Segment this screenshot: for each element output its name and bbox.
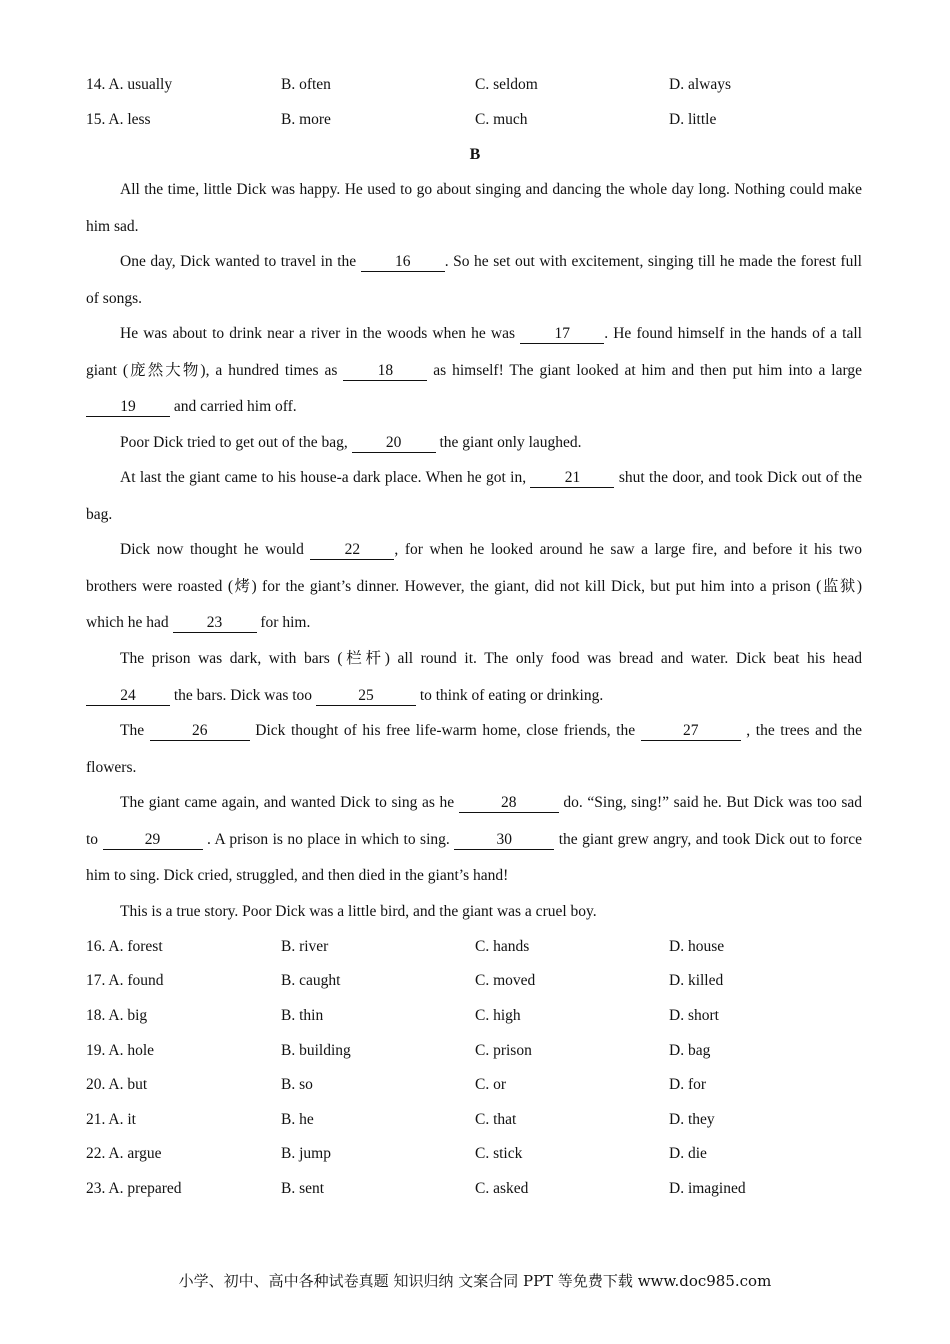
question-row-21 xyxy=(86,1111,866,1133)
option-a: 22. A. argue xyxy=(86,1145,162,1162)
blank-22[interactable]: 22 xyxy=(310,541,394,560)
option-d: D. they xyxy=(669,1111,715,1128)
option-c: C. seldom xyxy=(475,76,538,93)
option-d: D. imagined xyxy=(669,1180,746,1197)
option-a: 21. A. it xyxy=(86,1111,136,1128)
option-b: B. he xyxy=(281,1111,314,1128)
option-d: D. killed xyxy=(669,972,724,989)
option-d: D. little xyxy=(669,111,717,128)
question-row-17 xyxy=(86,972,866,994)
option-b: B. jump xyxy=(281,1145,331,1162)
blank-20[interactable]: 20 xyxy=(352,434,436,453)
blank-21[interactable]: 21 xyxy=(530,469,614,488)
option-a: 18. A. big xyxy=(86,1007,148,1024)
option-c: C. moved xyxy=(475,972,536,989)
question-row-16 xyxy=(86,938,866,960)
option-b: B. more xyxy=(281,111,331,128)
blank-30[interactable]: 30 xyxy=(454,831,554,850)
option-c: C. or xyxy=(475,1076,506,1093)
blank-25[interactable]: 25 xyxy=(316,687,416,706)
paragraph-10: This is a true story. Poor Dick was a little bird, and the giant was a cruel boy. xyxy=(120,903,597,920)
blank-27[interactable]: 27 xyxy=(641,722,741,741)
page-footer: 小学、初中、高中各种试卷真题 知识归纳 文案合同 PPT 等免费下载 www.doc985.com xyxy=(178,1272,772,1290)
option-a: 17. A. found xyxy=(86,972,164,989)
paragraph-8: The 26 Dick thought of his free life-warm home, close friends, the 27 , the trees and the flowers. xyxy=(86,722,863,776)
option-a: 16. A. forest xyxy=(86,938,163,955)
question-row-22 xyxy=(86,1145,866,1167)
option-c: C. much xyxy=(475,111,528,128)
paragraph-1: All the time, little Dick was happy. He used to go about singing and dancing the whole day long. Nothing could make him sad. xyxy=(86,181,862,235)
option-c: C. hands xyxy=(475,938,530,955)
option-a: 23. A. prepared xyxy=(86,1180,182,1197)
option-b: B. so xyxy=(281,1076,313,1093)
paragraph-5: At last the giant came to his house-a dark place. When he got in, 21 shut the door, and took Dick out of the bag. xyxy=(86,469,862,523)
blank-23[interactable]: 23 xyxy=(173,614,257,633)
option-d: D. bag xyxy=(669,1042,711,1059)
question-row-19 xyxy=(86,1042,866,1064)
option-b: B. river xyxy=(281,938,329,955)
option-d: D. short xyxy=(669,1007,719,1024)
option-b: B. caught xyxy=(281,972,341,989)
question-row-23 xyxy=(86,1180,866,1202)
option-c: C. stick xyxy=(475,1145,523,1162)
question-row-14 xyxy=(86,76,866,98)
blank-16[interactable]: 16 xyxy=(361,253,445,272)
question-row-20 xyxy=(86,1076,866,1098)
paragraph-2: One day, Dick wanted to travel in the 16 . So he set out with excitement, singing till he made the forest full of songs. xyxy=(86,253,862,307)
blank-28[interactable]: 28 xyxy=(459,794,559,813)
paragraph-3: He was about to drink near a river in the woods when he was 17 . He found himself in the hands of a tall giant (庞然大物), a hundred times as 18 as himself! The giant looked at him and then put him into a large 19 and carried him off. xyxy=(86,325,862,415)
option-d: D. house xyxy=(669,938,725,955)
blank-24[interactable]: 24 xyxy=(86,687,170,706)
blank-17[interactable]: 17 xyxy=(520,325,604,344)
option-c: C. prison xyxy=(475,1042,532,1059)
paragraph-9: The giant came again, and wanted Dick to sing as he 28 do. “Sing, sing!” said he. But Dick was too sad to 29 . A prison is no place in which to sing. 30 the giant grew angry, and took Dick out to force him to sing. Dick cried, struggled, and then died in the giant’s hand! xyxy=(86,794,862,884)
option-b: B. sent xyxy=(281,1180,325,1197)
paragraph-4: Poor Dick tried to get out of the bag, 20 the giant only laughed. xyxy=(120,434,582,451)
paragraph-7: The prison was dark, with bars (栏杆) all round it. The only food was bread and water. Dick beat his head 24 the bars. Dick was too 25 to think of eating or drinking. xyxy=(86,641,862,714)
option-d: D. die xyxy=(669,1145,707,1162)
option-b: B. building xyxy=(281,1042,351,1059)
blank-26[interactable]: 26 xyxy=(150,722,250,741)
option-a: 15. A. less xyxy=(86,111,151,128)
blank-29[interactable]: 29 xyxy=(103,831,203,850)
paragraph-6: Dick now thought he would 22 , for when he looked around he saw a large fire, and before it his two brothers were roasted (烤) for the giant’s dinner. However, the giant, did not kill Dick, but put him into a prison (监狱) which he had 23 for him. xyxy=(86,541,862,631)
option-a: 14. A. usually xyxy=(86,76,173,93)
option-a: 20. A. but xyxy=(86,1076,148,1093)
blank-19[interactable]: 19 xyxy=(86,398,170,417)
question-row-15 xyxy=(86,111,866,133)
option-a: 19. A. hole xyxy=(86,1042,155,1059)
option-c: C. high xyxy=(475,1007,521,1024)
section-heading: B xyxy=(469,146,481,163)
option-b: B. thin xyxy=(281,1007,324,1024)
question-row-18 xyxy=(86,1007,866,1029)
option-c: C. asked xyxy=(475,1180,529,1197)
option-c: C. that xyxy=(475,1111,517,1128)
option-b: B. often xyxy=(281,76,331,93)
option-d: D. for xyxy=(669,1076,707,1093)
option-d: D. always xyxy=(669,76,731,93)
blank-18[interactable]: 18 xyxy=(343,362,427,381)
